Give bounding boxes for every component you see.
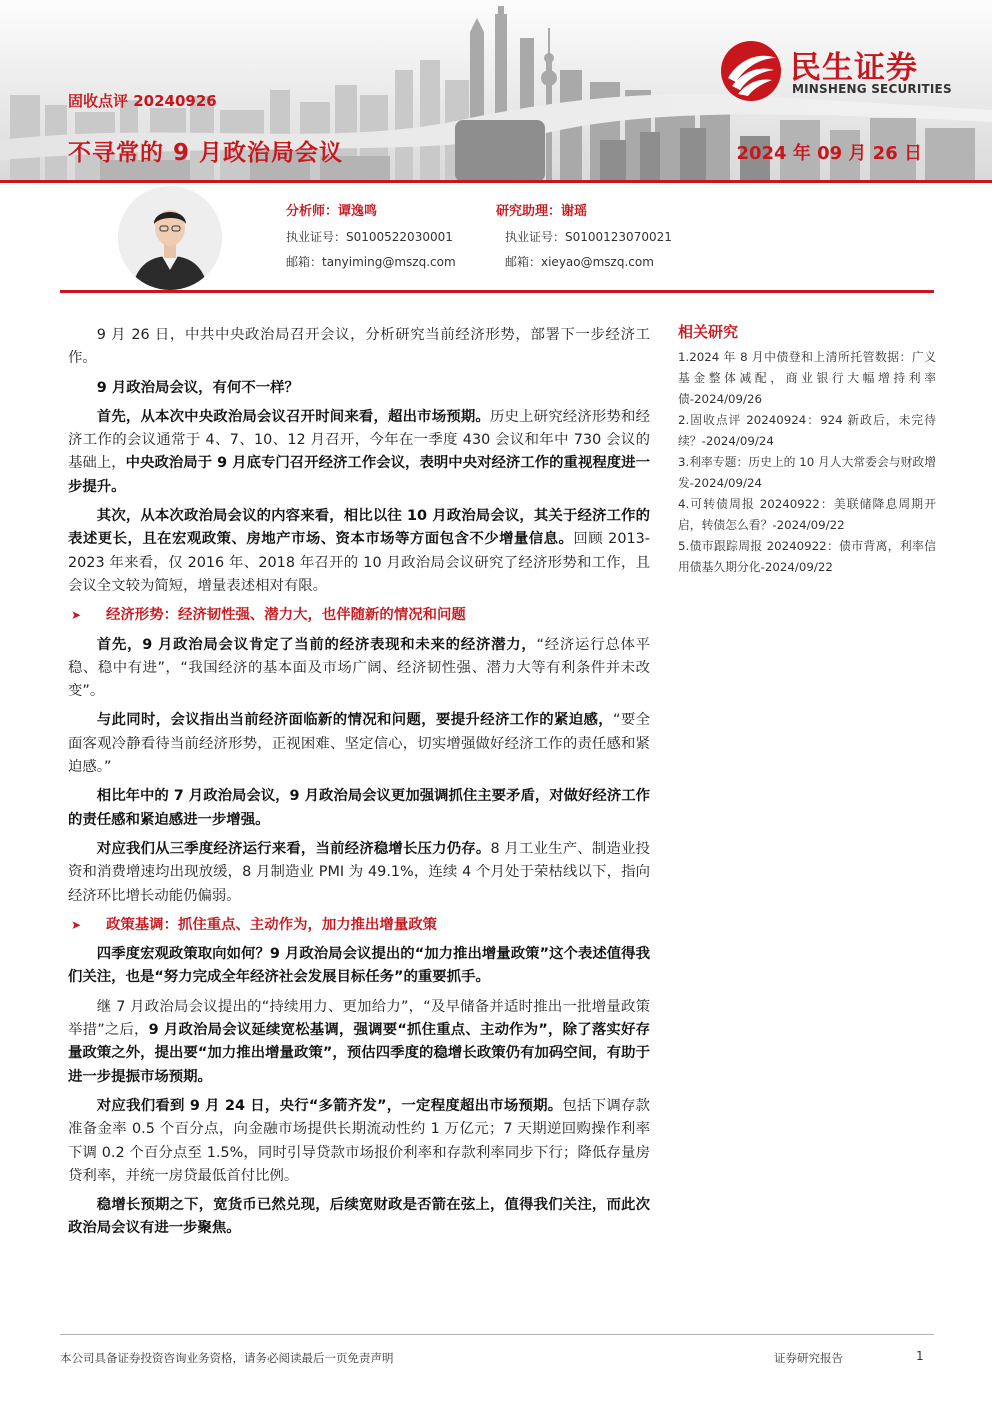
bold-text: 首先，从本次中央政治局会议召开时间来看，超出市场预期。 [96, 408, 490, 425]
related-research-title: 相关研究 [678, 323, 739, 341]
bold-text: 首先，9 月政治局会议肯定了当前的经济表现和未来的经济潜力， [96, 636, 537, 653]
analyst-email[interactable]: 邮箱：tanyiming@mszq.com [286, 255, 456, 269]
bullet-arrow-icon: ➤ [71, 608, 82, 623]
analyst-name: 分析师：谭逸鸣 [286, 204, 378, 219]
paragraph-question [68, 377, 650, 400]
bold-text: 四季度宏观政策取向如何？9 月政治局会议提出的“加力推出增量政策”这个表述值得我们关注，也是“努力完成全年经济社会发展目标任务”的重要抓手。 [68, 946, 650, 986]
bold-text: 相比年中的 7 月政治局会议，9 月政治局会议更加强调抓住主要矛盾，对做好经济工作的责任感和紧迫感进一步增强。 [68, 788, 650, 828]
paragraph-economy-2 [68, 709, 650, 779]
section-heading-policy [68, 914, 650, 937]
section-heading-economy [68, 604, 650, 627]
paragraph-content [68, 505, 650, 598]
related-research-item[interactable]: 5.债市跟踪周报 20240922：债市背离，利率信用债基久期分化-2024/09/22 [678, 539, 936, 574]
text: 8 月工业生产、制造业投资和消费增速均出现放缓，8 月制造业 PMI 为 49.1%，连续 4 个月处于荣枯线以下，指向经济环比增长动能仍偏弱。 [68, 840, 650, 904]
heading-text: 政策基调：抓住重点、主动作为，加力推出增量政策 [106, 916, 437, 933]
minsheng-logo-icon [720, 40, 782, 102]
related-research-item[interactable]: 2.固收点评 20240924：924 新政后，未完待续？-2024/09/24 [678, 413, 936, 448]
assistant-name: 研究助理：谢瑶 [496, 204, 588, 219]
footer-rule [60, 1334, 934, 1335]
paragraph-timing [68, 406, 650, 499]
report-date: 2024 年 09 月 26 日 [736, 143, 922, 164]
heading-text: 经济形势：经济韧性强、潜力大，也伴随新的情况和问题 [106, 607, 466, 624]
paragraph-intro [68, 324, 650, 371]
paragraph-economy-3 [68, 785, 650, 832]
text: 历史上研究经济形势和经济工作的会议通常于 4、7、10、12 月召开，今年在一季度 430 会议和年中 730 会议的基础上， [68, 408, 650, 472]
bold-text: 稳增长预期之下，宽货币已然兑现，后续宽财政是否箭在弦上，值得我们关注，而此次政治局会议有进一步聚焦。 [68, 1197, 650, 1237]
bold-text: 9 月政治局会议，有何不一样？ [96, 379, 299, 396]
related-research-item[interactable]: 3.利率专题：历史上的 10 月人大常委会与财政增发-2024/09/24 [678, 455, 936, 490]
related-research-item[interactable]: 1.2024 年 8 月中债登和上清所托管数据：广义基金整体减配，商业银行大幅增持利率债-2024/09/26 [678, 350, 936, 406]
brand-logo [720, 40, 970, 102]
analyst-card-2 [496, 200, 672, 270]
analyst-cert: 执业证号：S0100522030001 [286, 230, 453, 244]
bold-text: 与此同时，会议指出当前经济面临新的情况和问题，要提升经济工作的紧迫感， [96, 712, 614, 729]
header-rule [0, 180, 992, 183]
text: 9 月 26 日，中共中央政治局召开会议，分析研究当前经济形势，部署下一步经济工作。 [68, 327, 650, 367]
report-tag: 固收点评 20240926 [68, 92, 217, 110]
assistant-cert: 执业证号：S0100123070021 [505, 230, 672, 244]
paragraph-policy-2 [68, 996, 650, 1089]
paragraph-economy-4 [68, 838, 650, 908]
bold-text: 对应我们看到 9 月 24 日，央行“多箭齐发”，一定程度超出市场预期。 [96, 1097, 563, 1114]
analyst-photo [118, 186, 222, 290]
related-research [678, 322, 936, 578]
paragraph-economy-1 [68, 634, 650, 704]
analyst-portrait [118, 186, 222, 290]
text: 继 7 月政治局会议提出的“持续用力、更加给力”，“及早储备并适时推出一批增量政策举措”之后， [68, 998, 650, 1039]
brand-name-cn: 民生证券 [790, 50, 918, 86]
paragraph-policy-4 [68, 1194, 650, 1241]
report-body [68, 324, 650, 1247]
page-number: 1 [916, 1349, 924, 1363]
text: 包括下调存款准备金率 0.5 个百分点，向金融市场提供长期流动性约 1 万亿元；7 天期逆回购操作利率下调 0.2 个百分点至 1.5%，同时引导贷款市场报价利率和存款利率同步下行；降低存量房贷利率，并统一房贷最低首付比例。 [68, 1097, 650, 1184]
paragraph-policy-3 [68, 1095, 650, 1188]
bold-text: 9 月政治局会议延续宽松基调，强调要“抓住重点、主动作为”，除了落实好存量政策之外，提出要“加力推出增量政策”，预估四季度的稳增长政策仍有加码空间，有助于进一步提振市场预期。 [68, 1022, 650, 1085]
text: “经济运行总体平稳、稳中有进”，“我国经济的基本面及市场广阔、经济韧性强、潜力大等有利条件并未改变”。 [68, 636, 650, 700]
brand-name-en: MINSHENG SECURITIES [792, 82, 952, 96]
section-divider [60, 290, 934, 293]
bold-text: 其次，从本次政治局会议的内容来看，相比以往 10 月政治局会议，其关于经济工作的表述更长，且在宏观政策、房地产市场、资本市场等方面包含不少增量信息。 [68, 508, 650, 548]
footer-disclaimer: 本公司具备证券投资咨询业务资格，请务必阅读最后一页免责声明 [60, 1351, 394, 1365]
related-research-item[interactable]: 4.可转债周报 20240922：美联储降息周期开启，转债怎么看？-2024/09/22 [678, 497, 936, 532]
header-banner [0, 0, 992, 182]
bold-text: 中央政治局于 9 月底专门召开经济工作会议，表明中央对经济工作的重视程度进一步提升。 [68, 455, 650, 495]
bullet-arrow-icon: ➤ [71, 917, 82, 932]
text: “要全面客观冷静看待当前经济形势，正视困难、坚定信心，切实增强做好经济工作的责任感和紧迫感。” [68, 712, 650, 776]
report-title: 不寻常的 9 月政治局会议 [68, 140, 344, 166]
assistant-email[interactable]: 邮箱：xieyao@mszq.com [505, 255, 654, 269]
text: 回顾 2013-2023 年来看，仅 2016 年、2018 年召开的 10 月政治局会议研究了经济形势和工作，且会议全文较为简短，增量表述相对有限。 [68, 531, 650, 594]
bold-text: 对应我们从三季度经济运行来看，当前经济稳增长压力仍存。 [96, 840, 491, 857]
analyst-card-1 [286, 200, 456, 270]
paragraph-policy-1 [68, 943, 650, 990]
footer-category: 证券研究报告 [774, 1351, 843, 1365]
